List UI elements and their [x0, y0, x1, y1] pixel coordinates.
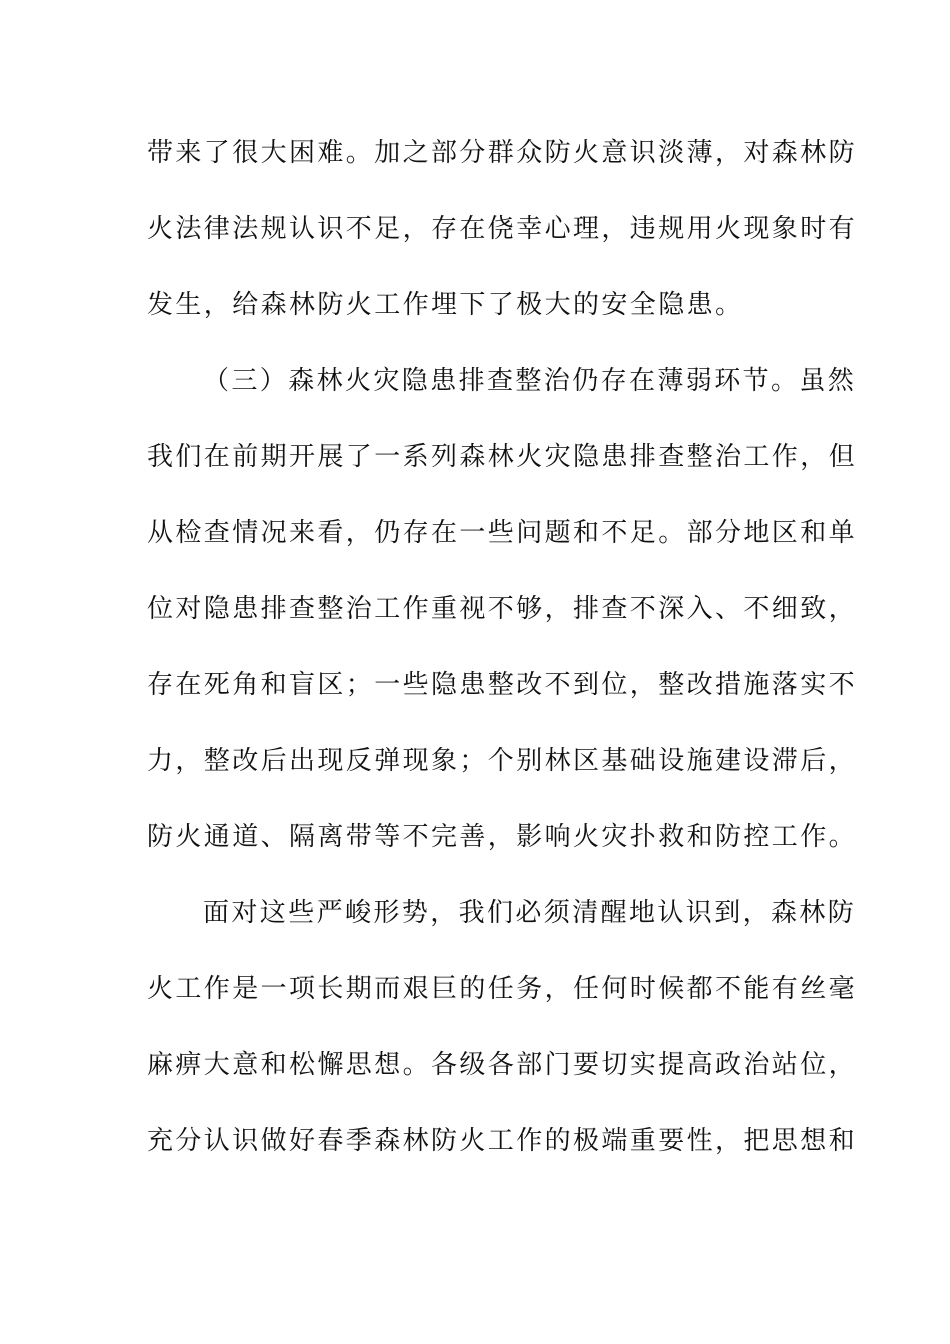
- text-line: 位对隐患排查整治工作重视不够，排查不深入、不细致，: [147, 594, 858, 624]
- text-line: 发生，给森林防火工作埋下了极大的安全隐患。: [147, 290, 744, 320]
- text-line: 麻痹大意和松懈思想。各级各部门要切实提高政治站位，: [147, 1050, 858, 1080]
- text-line: 火工作是一项长期而艰巨的任务，任何时候都不能有丝毫: [147, 974, 858, 1004]
- text-line: 存在死角和盲区；一些隐患整改不到位，整改措施落实不: [147, 670, 858, 700]
- text-line: 火法律法规认识不足，存在侥幸心理，违规用火现象时有: [147, 214, 858, 244]
- text-line: 从检查情况来看，仍存在一些问题和不足。部分地区和单: [147, 518, 858, 548]
- document-body: [147, 123, 858, 1187]
- text-line: 我们在前期开展了一系列森林火灾隐患排查整治工作，但: [147, 442, 858, 472]
- paragraph-start-line: 面对这些严峻形势，我们必须清醒地认识到，森林防: [203, 898, 857, 928]
- text-line: 充分认识做好春季森林防火工作的极端重要性，把思想和: [147, 1126, 858, 1156]
- text-line: 力，整改后出现反弹现象；个别林区基础设施建设滞后，: [147, 746, 858, 776]
- text-line: 带来了很大困难。加之部分群众防火意识淡薄，对森林防: [147, 138, 858, 168]
- paragraph-start-line: （三）森林火灾隐患排查整治仍存在薄弱环节。虽然: [203, 366, 857, 396]
- text-line: 防火通道、隔离带等不完善，影响火灾扑救和防控工作。: [147, 822, 858, 852]
